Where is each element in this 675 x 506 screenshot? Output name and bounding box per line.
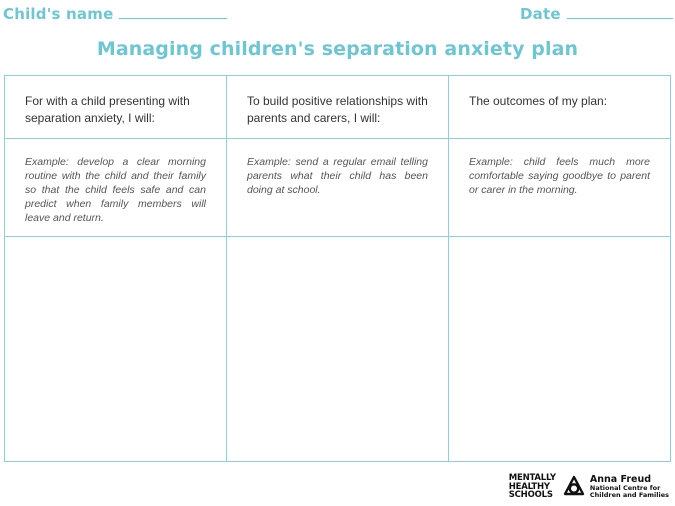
date-field[interactable] [520, 5, 673, 23]
anna-freud-sub-2: Children and Families [589, 491, 669, 499]
entry-cell-outcomes[interactable] [449, 237, 671, 462]
table-example-row [5, 139, 671, 237]
example-outcomes-text: Example: child feels much more comfortable saying goodbye to parent or carer in the morning. [469, 156, 650, 196]
childs-name-blank-line[interactable] [119, 6, 227, 19]
childs-name-label: Child's name [3, 5, 114, 23]
header-cell-outcomes [449, 76, 671, 139]
example-relationships-text: Example: send a regular email telling parents what their child has been doing at school. [247, 156, 428, 196]
header-outcomes-text: The outcomes of my plan: [469, 94, 608, 108]
footer-logos [509, 473, 669, 501]
childs-name-field[interactable] [3, 5, 227, 23]
plan-table [4, 75, 671, 462]
anna-freud-knot-icon [562, 475, 586, 499]
header-cell-approach [5, 76, 227, 139]
page-title: Managing children's separation anxiety plan [96, 38, 579, 60]
anna-freud-logo-text [590, 475, 669, 500]
anna-freud-name: Anna Freud [589, 473, 652, 485]
example-cell-relationships [227, 139, 449, 237]
header-cell-relationships [227, 76, 449, 139]
mentally-healthy-schools-logo [509, 474, 556, 500]
example-approach-text: Example: develop a clear morning routine with the child and their family so that the child feels safe and can predict when family members will leave and return. [25, 156, 206, 224]
date-label: Date [520, 5, 561, 23]
entry-cell-relationships[interactable] [227, 237, 449, 462]
header-relationships-text: To build positive relationships with parents and carers, I will: [247, 94, 428, 125]
table-entry-row [5, 237, 671, 462]
table-header-row [5, 76, 671, 139]
mhs-line-1: MENTALLY [508, 473, 556, 484]
header-approach-text: For with a child presenting with separation anxiety, I will: [25, 94, 190, 125]
entry-cell-approach[interactable] [5, 237, 227, 462]
mhs-line-2: HEALTHY [508, 481, 550, 492]
example-cell-approach [5, 139, 227, 237]
anna-freud-sub-1: National Centre for [589, 483, 661, 492]
mhs-line-3: SCHOOLS [508, 490, 553, 501]
date-blank-line[interactable] [567, 6, 673, 19]
example-cell-outcomes [449, 139, 671, 237]
